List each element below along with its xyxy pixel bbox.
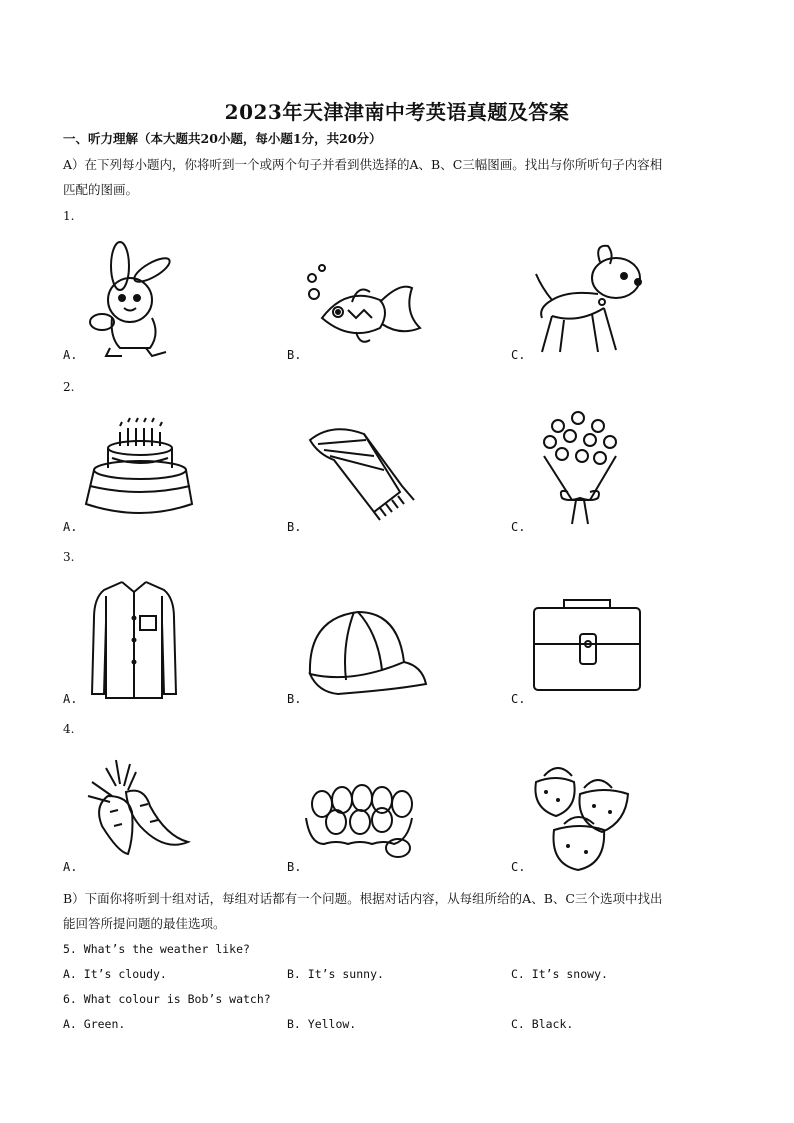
option-label: A. [63,520,78,534]
question-number: 1. [63,209,75,223]
part-b-instruction-line-1: B）下面你将听到十组对话，每组对话都有一个问题。根据对话内容，从每组所给的A、B、C三个选项中找出 [63,891,663,906]
option-label: A. [63,692,78,706]
question-stem: 6. What colour is Bob’s watch? [63,992,271,1006]
question-stem: 5. What’s the weather like? [63,942,250,956]
option-label: A. [63,348,78,362]
option-label: C. [511,692,526,706]
option-label: C. [511,860,526,874]
page-title: 2023年天津津南中考英语真题及答案 [224,100,570,124]
strawberries-icon [528,752,636,874]
answer-option: A. Green. [63,1017,126,1031]
section-heading: 一、听力理解（本大题共20小题，每小题1分，共20分） [63,131,382,146]
shirt-icon [86,578,182,702]
flowers-icon [528,404,632,528]
answer-option: A. It’s cloudy. [63,967,167,981]
option-label: A. [63,860,78,874]
part-b-instruction-line-2: 能回答所提问题的最佳选项。 [63,916,226,931]
answer-option: B. It’s sunny. [287,967,384,981]
carrots-icon [84,756,194,860]
cap-icon [302,604,428,696]
part-a-instruction-line-2: 匹配的图画。 [63,182,139,197]
answer-option: B. Yellow. [287,1017,357,1031]
rabbit-icon [80,238,190,360]
fish-icon [300,262,424,352]
answer-option: C. Black. [511,1017,574,1031]
dog-icon [528,238,646,358]
question-number: 2. [63,380,75,394]
option-label: B. [287,692,302,706]
cake-icon [80,412,198,520]
question-number: 3. [63,550,75,564]
option-label: C. [511,348,526,362]
eggs-icon [300,778,420,860]
briefcase-icon [530,596,644,694]
option-label: B. [287,520,302,534]
answer-option: C. It’s snowy. [511,967,608,981]
part-a-instruction-line-1: A）在下列每小题内，你将听到一个或两个句子并看到供选择的A、B、C三幅图画。找出与你所听句子内容相 [63,157,663,172]
option-label: B. [287,348,302,362]
option-label: B. [287,860,302,874]
question-number: 4. [63,722,75,736]
option-label: C. [511,520,526,534]
scarf-icon [304,420,424,524]
